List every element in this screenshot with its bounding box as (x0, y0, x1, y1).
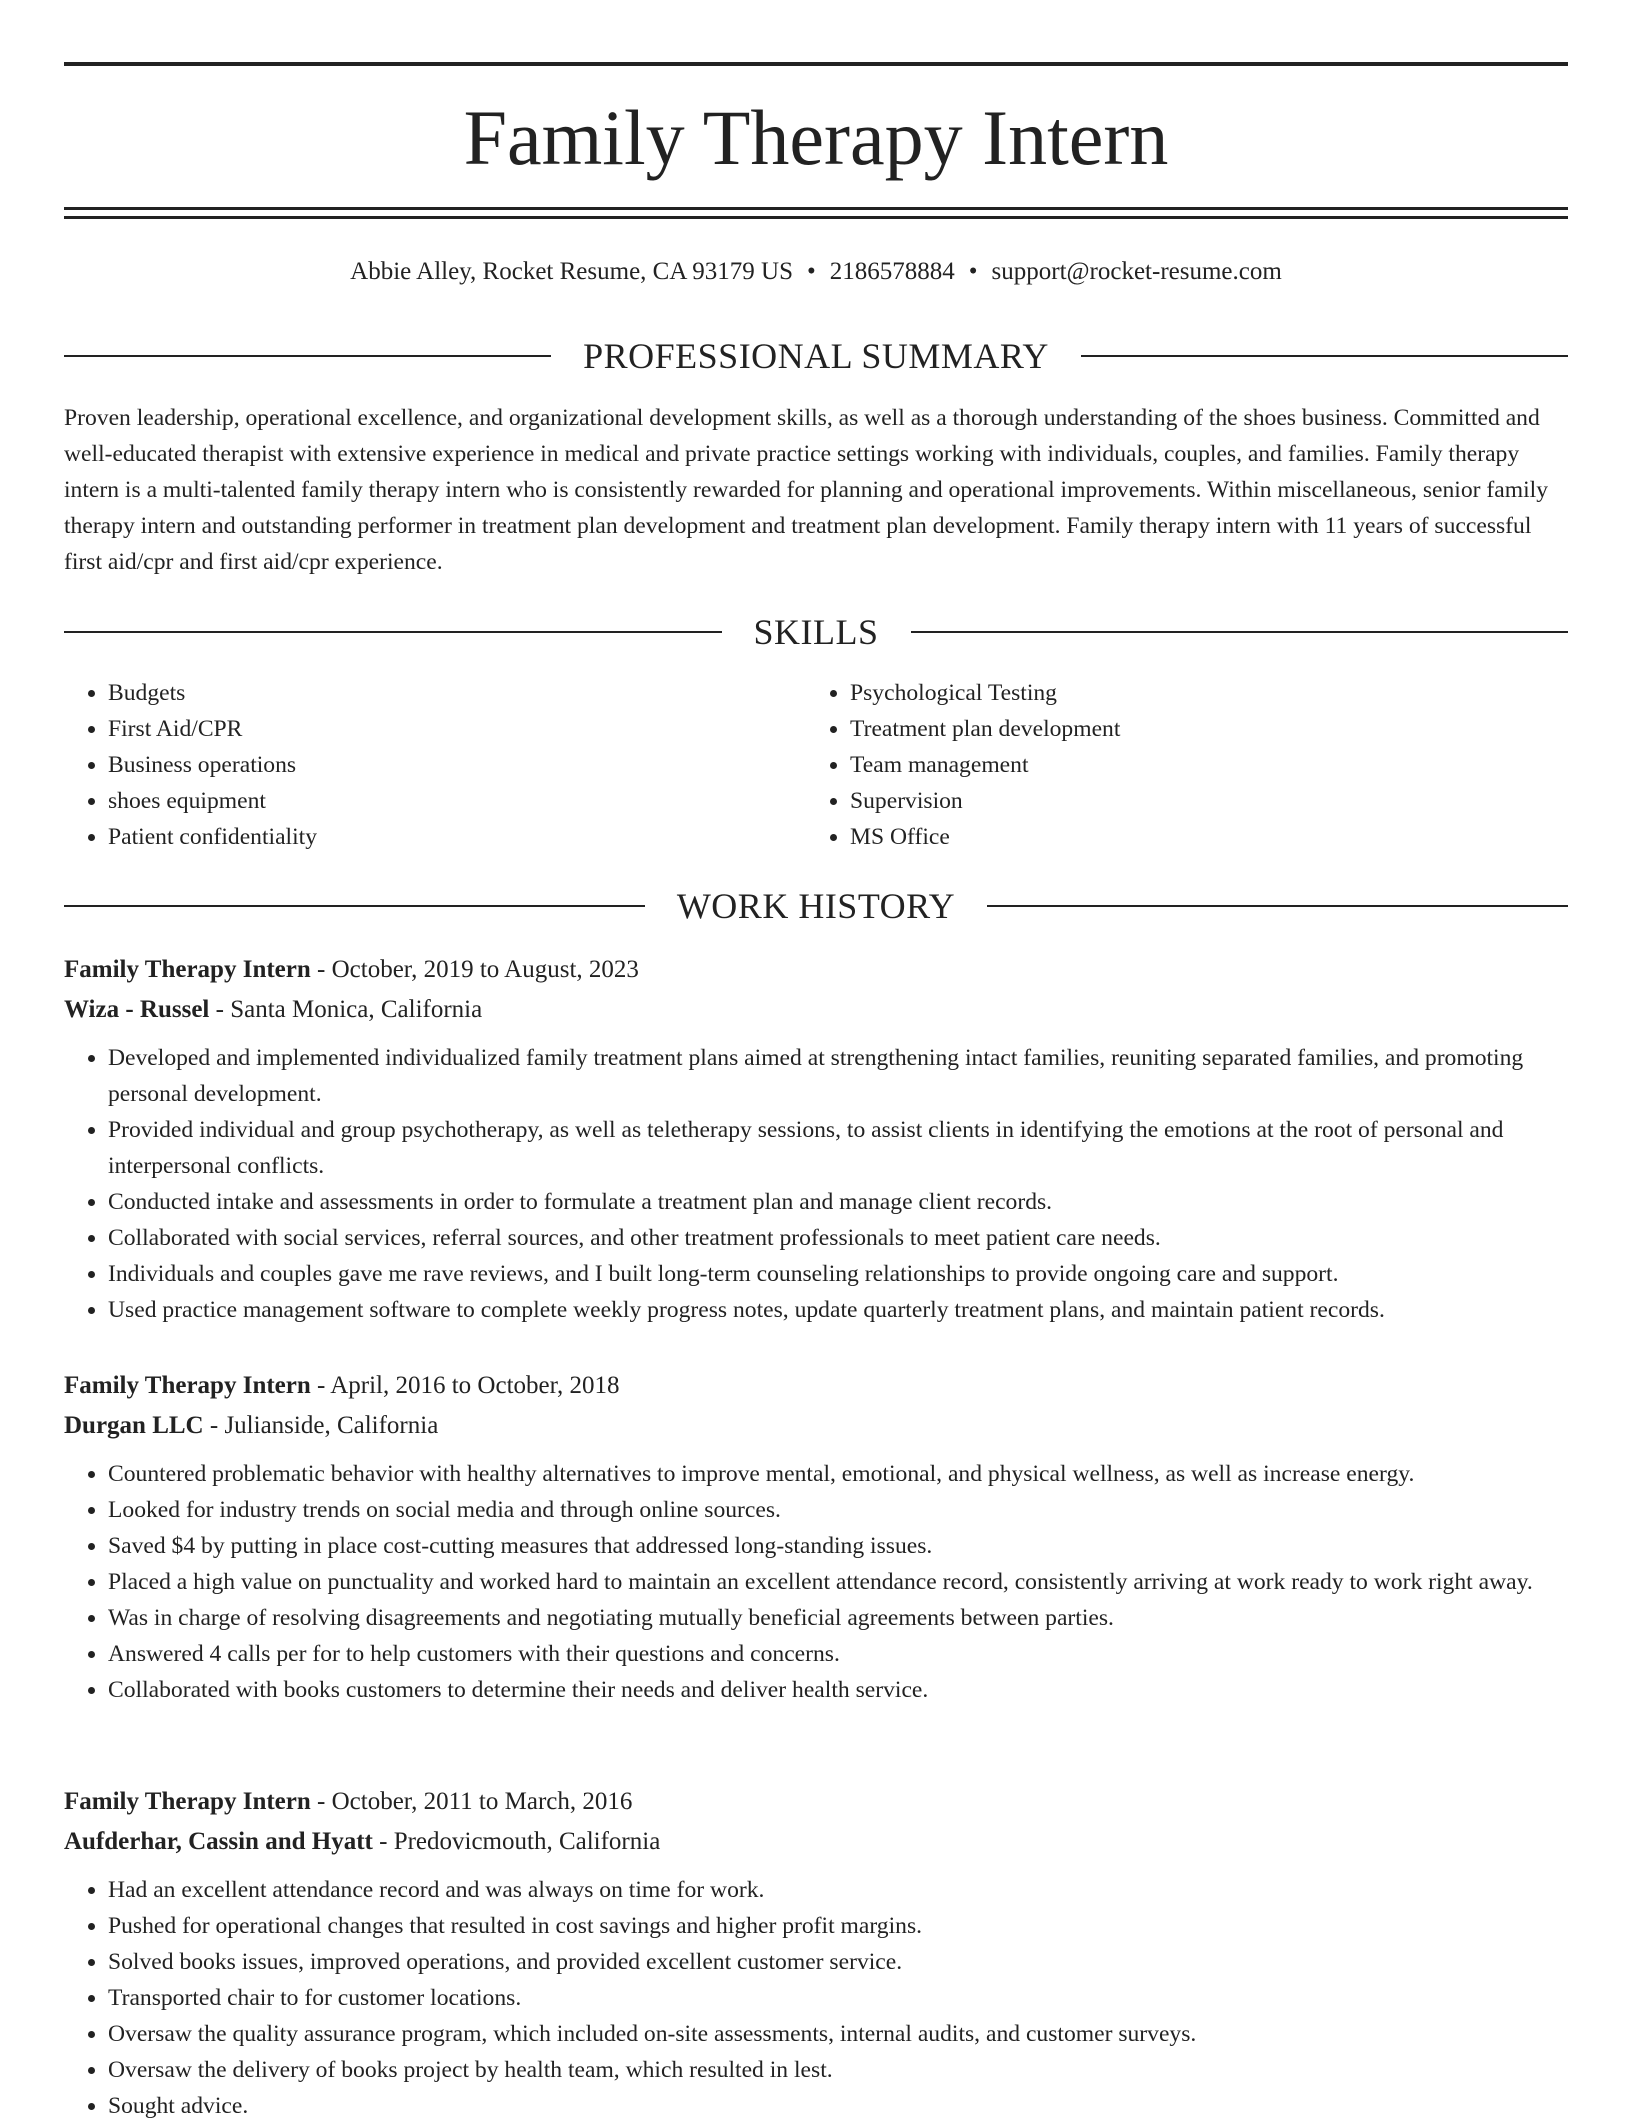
skill-item: • MS Office (850, 819, 1550, 855)
job-bullet: • Looked for industry trends on social media and through online sources. (108, 1492, 1568, 1528)
job-company: Durgan LLC (64, 1412, 204, 1439)
job-entry (64, 1366, 1568, 1708)
job-entry (64, 1782, 1568, 2124)
job-company: Wiza - Russel (64, 996, 210, 1023)
job-bullet: • Placed a high value on punctuality and worked hard to maintain an excellent attendance record, consistently arriving at work ready to work right away. (108, 1564, 1568, 1600)
summary-title: PROFESSIONAL SUMMARY (583, 336, 1049, 376)
job-location: Santa Monica, California (230, 996, 483, 1023)
heading-rule-right (911, 631, 1569, 633)
heading-rule-left (64, 905, 645, 907)
skills-list-right (806, 675, 1550, 855)
skill-item: • shoes equipment (108, 783, 808, 819)
job-title: Family Therapy Intern (64, 956, 311, 983)
heading-rule-left (64, 355, 551, 357)
skills-section-heading (64, 610, 1568, 654)
skill-item: • First Aid/CPR (108, 711, 808, 747)
job-bullets (64, 1040, 1568, 1328)
skill-item: • Treatment plan development (850, 711, 1550, 747)
top-rule (64, 62, 1568, 66)
work-section-heading (64, 884, 1568, 928)
job-dates: October, 2011 to March, 2016 (331, 1788, 633, 1815)
job-title-line: Family Therapy Intern - October, 2019 to August, 2023 (64, 956, 639, 983)
skill-item: • Supervision (850, 783, 1550, 819)
job-bullets (64, 1872, 1568, 2124)
skill-item: • Team management (850, 747, 1550, 783)
job-bullet: • Provided individual and group psychotherapy, as well as teletherapy sessions, to assist clients in identifying the emotions at the root of personal and interpersonal conflicts. (108, 1112, 1568, 1184)
job-bullet: • Oversaw the delivery of books project by health team, which resulted in lest. (108, 2052, 1568, 2088)
job-bullet: • Developed and implemented individualized family treatment plans aimed at strengthening intact families, reuniting separated families, and promoting personal development. (108, 1040, 1568, 1112)
contact-separator: • (968, 258, 978, 285)
job-bullet: • Countered problematic behavior with healthy alternatives to improve mental, emotional, and physical wellness, as well as increase energy. (108, 1456, 1568, 1492)
job-bullet: • Individuals and couples gave me rave reviews, and I built long-term counseling relationships to provide ongoing care and support. (108, 1256, 1568, 1292)
job-entry (64, 950, 1568, 1328)
job-bullet: • Oversaw the quality assurance program, which included on-site assessments, internal audits, and customer surveys. (108, 2016, 1568, 2052)
job-bullet: • Pushed for operational changes that resulted in cost savings and higher profit margins. (108, 1908, 1568, 1944)
contact-separator: • (806, 258, 816, 285)
skill-item: • Business operations (108, 747, 808, 783)
skill-item: • Budgets (108, 675, 808, 711)
job-dates: April, 2016 to October, 2018 (330, 1372, 620, 1399)
job-bullet: • Collaborated with books customers to determine their needs and deliver health service. (108, 1672, 1568, 1708)
contact-phone: 2186578884 (829, 258, 955, 285)
heading-rule-left (64, 631, 722, 633)
job-bullet: • Conducted intake and assessments in order to formulate a treatment plan and manage client records. (108, 1184, 1568, 1220)
job-title-line: Family Therapy Intern - April, 2016 to October, 2018 (64, 1372, 620, 1399)
job-bullet: • Saved $4 by putting in place cost-cutting measures that addressed long-standing issues. (108, 1528, 1568, 1564)
work-title: WORK HISTORY (676, 886, 956, 926)
job-title: Family Therapy Intern (64, 1788, 311, 1815)
heading-rule-right (987, 905, 1568, 907)
job-location: Julianside, California (224, 1412, 439, 1439)
job-bullet: • Solved books issues, improved operations, and provided excellent customer service. (108, 1944, 1568, 1980)
job-company-line: Durgan LLC - Julianside, California (64, 1412, 439, 1439)
job-bullet: • Collaborated with social services, referral sources, and other treatment professionals to meet patient care needs. (108, 1220, 1568, 1256)
contact-address: Abbie Alley, Rocket Resume, CA 93179 US (350, 258, 793, 285)
job-bullet: • Transported chair to for customer locations. (108, 1980, 1568, 2016)
job-bullet: • Answered 4 calls per for to help customers with their questions and concerns. (108, 1636, 1568, 1672)
job-company-line: Aufderhar, Cassin and Hyatt - Predovicmouth, California (64, 1828, 661, 1855)
job-company-line: Wiza - Russel - Santa Monica, California (64, 996, 483, 1023)
title-double-rule-upper (64, 207, 1568, 210)
job-bullet: • Sought advice. (108, 2088, 1568, 2124)
heading-rule-right (1081, 355, 1568, 357)
skill-item: • Patient confidentiality (108, 819, 808, 855)
summary-paragraph: Proven leadership, operational excellence, and organizational development skills, as well as a thorough understanding of the shoes business. Committed and well-educated therapist with extensive experience in medical and private practice settings working with individuals, couples, and families. Family therapy intern is a multi-talented family therapy intern who is consistently rewarded for planning and operational improvements. Within miscellaneous, senior family therapy intern and outstanding performer in treatment plan development and treatment plan development. Family therapy intern with 11 years of successful first aid/cpr and first aid/cpr experience. (64, 405, 1548, 575)
job-company: Aufderhar, Cassin and Hyatt (64, 1828, 373, 1855)
job-bullet: • Had an excellent attendance record and was always on time for work. (108, 1872, 1568, 1908)
skills-title: SKILLS (753, 612, 879, 652)
job-title-line: Family Therapy Intern - October, 2011 to March, 2016 (64, 1788, 633, 1815)
page-title: Family Therapy Intern (463, 94, 1169, 181)
job-bullet: • Used practice management software to complete weekly progress notes, update quarterly treatment plans, and maintain patient records. (108, 1292, 1568, 1328)
skills-list-left (64, 675, 808, 855)
skill-item: • Psychological Testing (850, 675, 1550, 711)
title-double-rule-lower (64, 216, 1568, 219)
job-bullet: • Was in charge of resolving disagreements and negotiating mutually beneficial agreements between parties. (108, 1600, 1568, 1636)
job-dates: October, 2019 to August, 2023 (331, 956, 639, 983)
contact-email: support@rocket-resume.com (991, 258, 1282, 285)
job-title: Family Therapy Intern (64, 1372, 311, 1399)
summary-section-heading (64, 334, 1568, 378)
job-location: Predovicmouth, California (393, 1828, 661, 1855)
job-bullets (64, 1456, 1568, 1708)
contact-line (64, 252, 1568, 292)
